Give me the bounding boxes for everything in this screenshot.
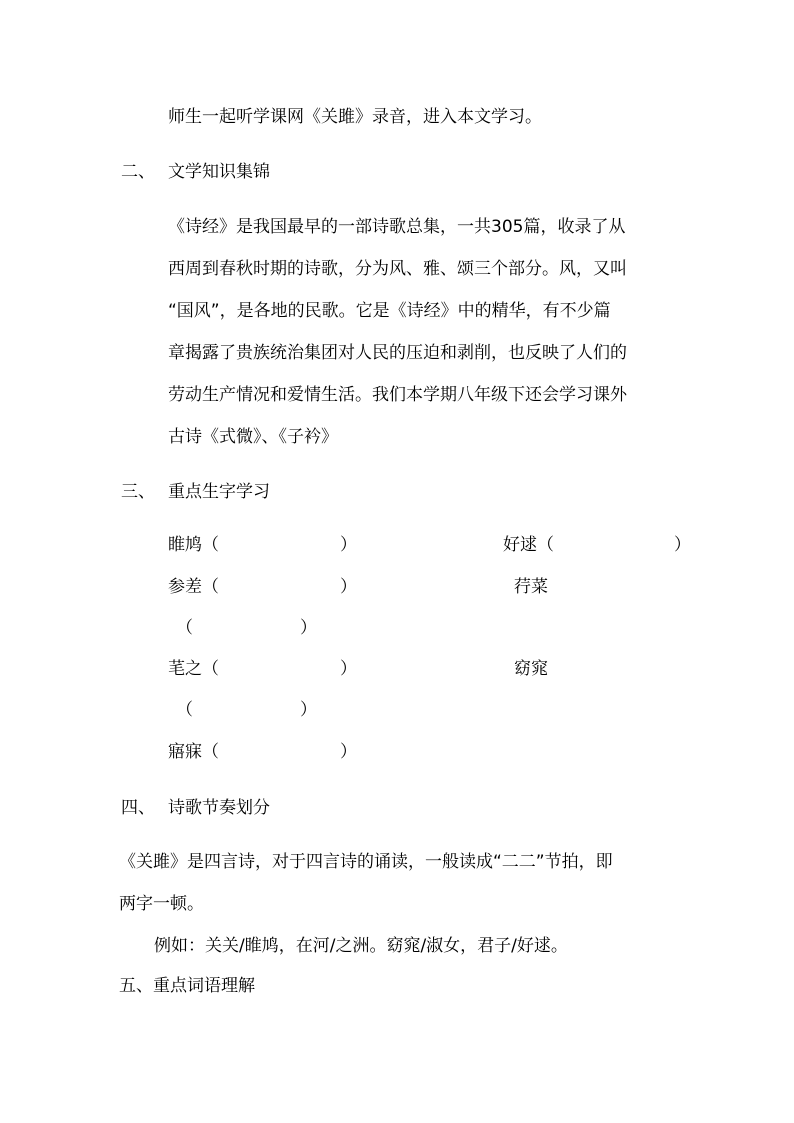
section-2-line: 《诗经》是我国最早的一部诗歌总集，一共305篇，收录了从 xyxy=(168,217,626,237)
intro-text: 师生一起听学课网《关雎》录音，进入本文学习。 xyxy=(168,107,542,127)
vocab-word: 寤寐（ xyxy=(168,742,219,762)
vocab-word: 参差（ xyxy=(168,577,219,597)
section-2-title: 文学知识集锦 xyxy=(168,162,270,182)
vocab-word: 窈窕 xyxy=(514,659,548,679)
vocab-close-paren: ） xyxy=(300,618,317,638)
vocab-close-paren: ） xyxy=(300,700,317,720)
vocab-word: 好逑（ xyxy=(503,535,554,555)
section-2-line: 章揭露了贵族统治集团对人民的压迫和剥削，也反映了人们的 xyxy=(168,343,627,363)
vocab-close-paren: ） xyxy=(340,659,357,679)
section-3-number: 三、 xyxy=(121,482,155,502)
section-2-number: 二、 xyxy=(121,162,155,182)
vocab-open-paren: （ xyxy=(176,618,193,638)
vocab-close-paren: ） xyxy=(340,535,357,555)
vocab-close-paren: ） xyxy=(340,742,357,762)
section-4-number: 四、 xyxy=(121,798,155,818)
section-2-line: “国风”，是各地的民歌。它是《诗经》中的精华，有不少篇 xyxy=(168,301,611,321)
section-4-title: 诗歌节奏划分 xyxy=(168,798,270,818)
section-5-title: 五、重点词语理解 xyxy=(119,976,255,996)
section-4-line: 两字一顿。 xyxy=(119,894,204,914)
section-3-title: 重点生字学习 xyxy=(168,482,270,502)
section-2-line: 古诗《式微》、《子衿》 xyxy=(168,427,338,447)
vocab-close-paren: ） xyxy=(340,577,357,597)
vocab-word: 荇菜 xyxy=(514,577,548,597)
section-4-line: 《关雎》是四言诗，对于四言诗的诵读，一般读成“二二”节拍，即 xyxy=(119,852,613,872)
vocab-word: 芼之（ xyxy=(168,659,219,679)
section-2-line: 西周到春秋时期的诗歌，分为风、雅、颂三个部分。风，又叫 xyxy=(168,259,627,279)
section-4-example: 例如：关关/睢鸠，在河/之洲。窈窕/淑女，君子/好逑。 xyxy=(154,936,568,956)
section-2-line: 劳动生产情况和爱情生活。我们本学期八年级下还会学习课外 xyxy=(168,385,627,405)
vocab-close-paren: ） xyxy=(674,535,691,555)
vocab-word: 睢鸠（ xyxy=(168,535,219,555)
vocab-open-paren: （ xyxy=(176,700,193,720)
